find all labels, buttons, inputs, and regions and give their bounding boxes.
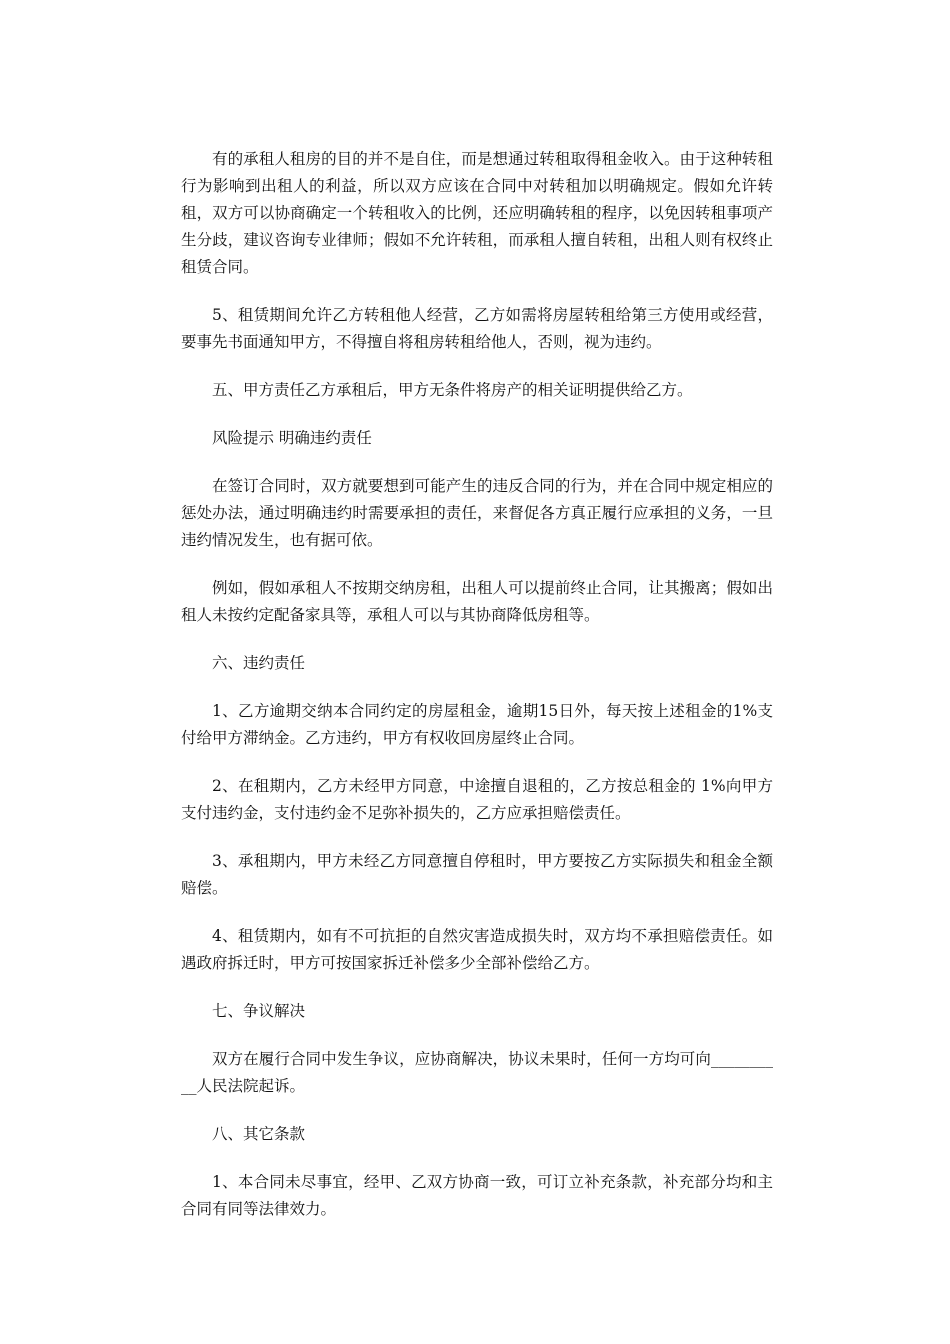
paragraph-risk-explanation: 在签订合同时，双方就要想到可能产生的违反合同的行为，并在合同中规定相应的惩处办法，通过明确违约时需要承担的责任，来督促各方真正履行应承担的义务，一旦违约情况发生，也有据可依。 bbox=[181, 477, 773, 549]
paragraph-clause-5: 5、租赁期间允许乙方转租他人经营，乙方如需将房屋转租给第三方使用或经营，要事先书面通知甲方，不得擅自将租房转租给他人，否则，视为违约。 bbox=[181, 306, 773, 351]
risk-warning-heading: 风险提示 明确违约责任 bbox=[212, 429, 372, 447]
section-6-heading: 六、违约责任 bbox=[212, 654, 306, 672]
section-8-heading: 八、其它条款 bbox=[212, 1125, 306, 1143]
paragraph-dispute: 双方在履行合同中发生争议，应协商解决，协议未果时，任何一方均可向__________人民法院起诉。 bbox=[181, 1050, 773, 1095]
paragraph-breach-3: 3、承租期内，甲方未经乙方同意擅自停租时，甲方要按乙方实际损失和租金全额赔偿。 bbox=[181, 852, 773, 897]
document-body bbox=[181, 146, 773, 1244]
section-5-landlord-duty: 五、甲方责任乙方承租后，甲方无条件将房产的相关证明提供给乙方。 bbox=[212, 381, 693, 399]
section-7-heading: 七、争议解决 bbox=[212, 1002, 306, 1020]
paragraph-other-1: 1、本合同未尽事宜，经甲、乙双方协商一致，可订立补充条款，补充部分均和主合同有同等法律效力。 bbox=[181, 1173, 773, 1218]
paragraph-breach-1: 1、乙方逾期交纳本合同约定的房屋租金，逾期15日外，每天按上述租金的1%支付给甲方滞纳金。乙方违约，甲方有权收回房屋终止合同。 bbox=[181, 702, 773, 747]
paragraph-breach-4: 4、租赁期内，如有不可抗拒的自然灾害造成损失时，双方均不承担赔偿责任。如遇政府拆迁时，甲方可按国家拆迁补偿多少全部补偿给乙方。 bbox=[181, 927, 773, 972]
paragraph-breach-2: 2、在租期内，乙方未经甲方同意，中途擅自退租的，乙方按总租金的 1%向甲方支付违约金，支付违约金不足弥补损失的，乙方应承担赔偿责任。 bbox=[181, 777, 773, 822]
paragraph-sublease-note: 有的承租人租房的目的并不是自住，而是想通过转租取得租金收入。由于这种转租行为影响到出租人的利益，所以双方应该在合同中对转租加以明确规定。假如允许转租，双方可以协商确定一个转租收入的比例，还应明确转租的程序，以免因转租事项产生分歧，建议咨询专业律师；假如不允许转租，而承租人擅自转租，出租人则有权终止租赁合同。 bbox=[181, 150, 773, 276]
paragraph-risk-example: 例如，假如承租人不按期交纳房租，出租人可以提前终止合同，让其搬离；假如出租人未按约定配备家具等，承租人可以与其协商降低房租等。 bbox=[181, 579, 773, 624]
